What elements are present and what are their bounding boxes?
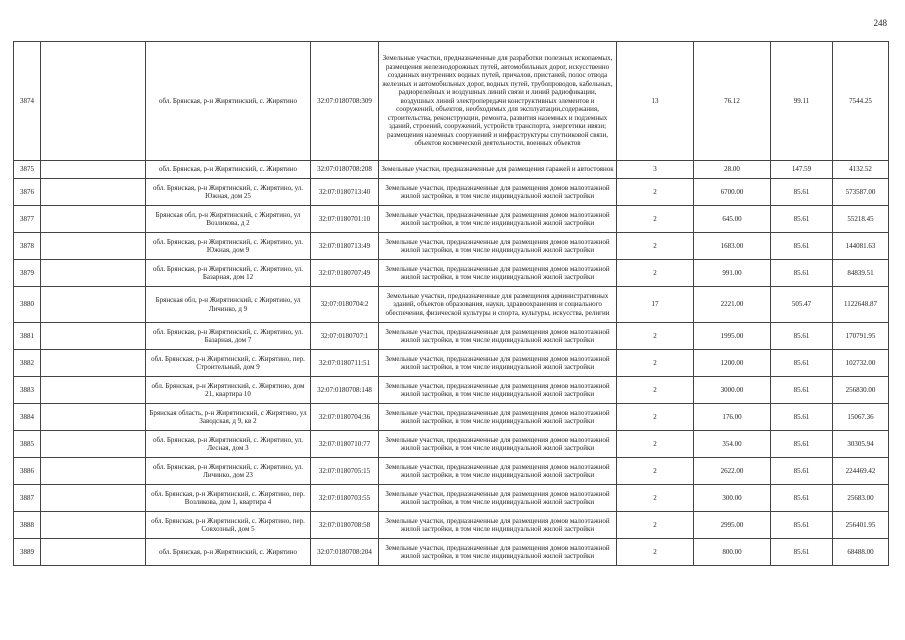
category-code-cell: 2 — [617, 233, 694, 260]
category-code-cell: 17 — [617, 287, 694, 323]
specific-value-cell: 505.47 — [771, 287, 833, 323]
specific-value-cell: 147.59 — [771, 161, 833, 179]
cadastral-value-cell: 102732.00 — [833, 350, 889, 377]
cadastral-value-cell: 7544.25 — [833, 42, 889, 161]
category-code-cell: 2 — [617, 179, 694, 206]
specific-value-cell: 85.61 — [771, 206, 833, 233]
table-row — [14, 287, 889, 323]
cadastral-number-cell: 32:07:0180707:1 — [311, 323, 379, 350]
row-number-cell: 3875 — [14, 161, 41, 179]
land-use-cell: Земельные участки, предназначенные для размещения домов малоэтажной жилой застройки, в том числе индивидуальной жилой застройки — [379, 458, 617, 485]
area-cell: 1683.00 — [694, 233, 771, 260]
land-use-cell: Земельные участки, предназначенные для размещения домов малоэтажной жилой застройки, в том числе индивидуальной жилой застройки — [379, 404, 617, 431]
address-cell: обл. Брянская, р-н Жирятинский, с. Жирятино — [146, 42, 311, 161]
specific-value-cell: 85.61 — [771, 458, 833, 485]
table-row — [14, 179, 889, 206]
row-number-cell: 3878 — [14, 233, 41, 260]
specific-value-cell: 85.61 — [771, 512, 833, 539]
specific-value-cell: 85.61 — [771, 233, 833, 260]
empty-cell — [41, 42, 146, 161]
row-number-cell: 3879 — [14, 260, 41, 287]
row-number-cell: 3888 — [14, 512, 41, 539]
area-cell: 800.00 — [694, 539, 771, 566]
address-cell: обл. Брянская, р-н Жирятинский, с. Жирятино, ул. Базарная, дом 7 — [146, 323, 311, 350]
table-row — [14, 485, 889, 512]
row-number-cell: 3886 — [14, 458, 41, 485]
cadastral-value-cell: 256401.95 — [833, 512, 889, 539]
land-use-cell: Земельные участки, предназначенные для размещения домов малоэтажной жилой застройки, в том числе индивидуальной жилой застройки — [379, 323, 617, 350]
land-use-cell: Земельные участки, предназначенные для размещения домов малоэтажной жилой застройки, в том числе индивидуальной жилой застройки — [379, 350, 617, 377]
area-cell: 176.00 — [694, 404, 771, 431]
land-use-cell: Земельные участки, предназначенные для размещения домов малоэтажной жилой застройки, в том числе индивидуальной жилой застройки — [379, 431, 617, 458]
row-number-cell: 3880 — [14, 287, 41, 323]
area-cell: 1995.00 — [694, 323, 771, 350]
area-cell: 354.00 — [694, 431, 771, 458]
area-cell: 645.00 — [694, 206, 771, 233]
address-cell: обл. Брянская, р-н Жирятинский, с. Жирятино, пер. Совхозный, дом 5 — [146, 512, 311, 539]
area-cell: 2221.00 — [694, 287, 771, 323]
category-code-cell: 13 — [617, 42, 694, 161]
table-row — [14, 431, 889, 458]
address-cell: Брянская обл, р-н Жирятинский, с Жирятино, ул Личинко, д 9 — [146, 287, 311, 323]
specific-value-cell: 99.11 — [771, 42, 833, 161]
table-row — [14, 233, 889, 260]
category-code-cell: 3 — [617, 161, 694, 179]
cadastral-number-cell: 32:07:0180708:58 — [311, 512, 379, 539]
cadastral-value-cell: 25683.00 — [833, 485, 889, 512]
category-code-cell: 2 — [617, 206, 694, 233]
table-row — [14, 42, 889, 161]
specific-value-cell: 85.61 — [771, 179, 833, 206]
empty-cell — [41, 233, 146, 260]
empty-cell — [41, 287, 146, 323]
empty-cell — [41, 485, 146, 512]
land-use-cell: Земельные участки, предназначенные для размещения домов малоэтажной жилой застройки, в том числе индивидуальной жилой застройки — [379, 539, 617, 566]
row-number-cell: 3876 — [14, 179, 41, 206]
table-body — [14, 42, 889, 566]
table-row — [14, 539, 889, 566]
cadastral-number-cell: 32:07:0180708:148 — [311, 377, 379, 404]
category-code-cell: 2 — [617, 458, 694, 485]
land-use-cell: Земельные участки, предназначенные для размещения домов малоэтажной жилой застройки, в том числе индивидуальной жилой застройки — [379, 179, 617, 206]
cadastral-value-cell: 55218.45 — [833, 206, 889, 233]
category-code-cell: 2 — [617, 539, 694, 566]
area-cell: 76.12 — [694, 42, 771, 161]
row-number-cell: 3889 — [14, 539, 41, 566]
land-use-cell: Земельные участки, предназначенные для разработки полезных ископаемых, размещения железнодорожных путей, автомобильных дорог, искусственно созданных внутренних водных путей, причалов, пристаней, полос отвода железных и автомобильных дорог, водных путей, трубопроводов, кабельных, радиорелейных и воздушных линий связи и линий радиофикации, воздушных линий электропередачи конструктивных элементов и сооружений, объектов, необходимых для эксплуатации,содержания, строительства, реконструкции, ремонта, развития наземных и подземных зданий, строений, сооружений, устройств транспорта, энергетики ивязи; размещения наземных сооружений и инфраструктуры спутниковой связи, объектов космической деятельности, военных объектов — [379, 42, 617, 161]
table-row — [14, 206, 889, 233]
empty-cell — [41, 260, 146, 287]
address-cell: обл. Брянская, р-н Жирятинский, с. Жирятино — [146, 539, 311, 566]
row-number-cell: 3874 — [14, 42, 41, 161]
table-row — [14, 512, 889, 539]
row-number-cell: 3882 — [14, 350, 41, 377]
specific-value-cell: 85.61 — [771, 431, 833, 458]
table-row — [14, 260, 889, 287]
cadastral-value-cell: 15067.36 — [833, 404, 889, 431]
cadastral-number-cell: 32:07:0180705:15 — [311, 458, 379, 485]
specific-value-cell: 85.61 — [771, 539, 833, 566]
empty-cell — [41, 323, 146, 350]
cadastral-number-cell: 32:07:0180707:49 — [311, 260, 379, 287]
category-code-cell: 2 — [617, 350, 694, 377]
address-cell: обл. Брянская, р-н Жирятинский, с. Жирятино — [146, 161, 311, 179]
cadastral-number-cell: 32:07:0180708:204 — [311, 539, 379, 566]
address-cell: обл. Брянская, р-н Жирятинский, с. Жирятино, ул. Южная, дом 25 — [146, 179, 311, 206]
cadastral-value-cell: 144081.63 — [833, 233, 889, 260]
cadastral-value-cell: 30305.94 — [833, 431, 889, 458]
cadastral-number-cell: 32:07:0180708:309 — [311, 42, 379, 161]
area-cell: 6700.00 — [694, 179, 771, 206]
category-code-cell: 2 — [617, 512, 694, 539]
category-code-cell: 2 — [617, 431, 694, 458]
area-cell: 1200.00 — [694, 350, 771, 377]
land-use-cell: Земельные участки, предназначенные для размещения домов малоэтажной жилой застройки, в том числе индивидуальной жилой застройки — [379, 206, 617, 233]
specific-value-cell: 85.61 — [771, 350, 833, 377]
specific-value-cell: 85.61 — [771, 377, 833, 404]
cadastral-number-cell: 32:07:0180713:40 — [311, 179, 379, 206]
category-code-cell: 2 — [617, 485, 694, 512]
cadastral-value-cell: 224469.42 — [833, 458, 889, 485]
area-cell: 28.00 — [694, 161, 771, 179]
table-row — [14, 161, 889, 179]
area-cell: 2995.00 — [694, 512, 771, 539]
address-cell: обл. Брянская, р-н Жирятинский, с. Жирятино, пер. Возликова, дом 1, квартира 4 — [146, 485, 311, 512]
land-use-cell: Земельные участки, предназначенные для размещения административных зданий, объектов образования, науки, здравоохранения и социального обеспечения, физической культуры и спорта, культуры, искусства, религии — [379, 287, 617, 323]
empty-cell — [41, 404, 146, 431]
specific-value-cell: 85.61 — [771, 485, 833, 512]
empty-cell — [41, 179, 146, 206]
cadastral-value-cell: 170791.95 — [833, 323, 889, 350]
cadastral-value-cell: 84839.51 — [833, 260, 889, 287]
cadastral-value-cell: 1122648.87 — [833, 287, 889, 323]
row-number-cell: 3881 — [14, 323, 41, 350]
category-code-cell: 2 — [617, 323, 694, 350]
address-cell: Брянская область, р-н Жирятинский, с Жирятино, ул Заводская, д 9, кв 2 — [146, 404, 311, 431]
address-cell: обл. Брянская, р-н Жирятинский, с. Жирятино, ул. Южная, дом 9 — [146, 233, 311, 260]
cadastral-number-cell: 32:07:0180710:77 — [311, 431, 379, 458]
table-row — [14, 323, 889, 350]
cadastral-number-cell: 32:07:0180711:51 — [311, 350, 379, 377]
cadastral-value-cell: 68488.00 — [833, 539, 889, 566]
row-number-cell: 3877 — [14, 206, 41, 233]
category-code-cell: 2 — [617, 377, 694, 404]
cadastral-value-cell: 573587.00 — [833, 179, 889, 206]
cadastral-number-cell: 32:07:0180704:36 — [311, 404, 379, 431]
cadastral-number-cell: 32:07:0180703:55 — [311, 485, 379, 512]
table-row — [14, 350, 889, 377]
address-cell: обл. Брянская, р-н Жирятинский, с. Жирятино, пер. Строительный, дом 9 — [146, 350, 311, 377]
specific-value-cell: 85.61 — [771, 260, 833, 287]
area-cell: 3000.00 — [694, 377, 771, 404]
row-number-cell: 3887 — [14, 485, 41, 512]
cadastral-number-cell: 32:07:0180701:10 — [311, 206, 379, 233]
category-code-cell: 2 — [617, 260, 694, 287]
empty-cell — [41, 377, 146, 404]
empty-cell — [41, 431, 146, 458]
cadastral-value-cell: 4132.52 — [833, 161, 889, 179]
specific-value-cell: 85.61 — [771, 404, 833, 431]
address-cell: Брянская обл, р-н Жирятинский, с Жирятино, ул Возликова, д 2 — [146, 206, 311, 233]
area-cell: 2622.00 — [694, 458, 771, 485]
table-row — [14, 404, 889, 431]
specific-value-cell: 85.61 — [771, 323, 833, 350]
row-number-cell: 3884 — [14, 404, 41, 431]
cadastral-number-cell: 32:07:0180713:49 — [311, 233, 379, 260]
table-row — [14, 377, 889, 404]
cadastral-number-cell: 32:07:0180704:2 — [311, 287, 379, 323]
row-number-cell: 3885 — [14, 431, 41, 458]
row-number-cell: 3883 — [14, 377, 41, 404]
address-cell: обл. Брянская, р-н Жирятинский, с. Жирятино, дом 21, квартира 10 — [146, 377, 311, 404]
land-registry-table — [13, 41, 889, 566]
empty-cell — [41, 161, 146, 179]
area-cell: 991.00 — [694, 260, 771, 287]
land-use-cell: Земельные участки, предназначенные для размещения домов малоэтажной жилой застройки, в том числе индивидуальной жилой застройки — [379, 260, 617, 287]
land-use-cell: Земельные участки, предназначенные для размещения домов малоэтажной жилой застройки, в том числе индивидуальной жилой застройки — [379, 485, 617, 512]
cadastral-number-cell: 32:07:0180708:208 — [311, 161, 379, 179]
empty-cell — [41, 539, 146, 566]
empty-cell — [41, 206, 146, 233]
address-cell: обл. Брянская, р-н Жирятинский, с. Жирятино, ул. Личинко, дом 23 — [146, 458, 311, 485]
empty-cell — [41, 458, 146, 485]
land-use-cell: Земельные участки, предназначенные для размещения домов малоэтажной жилой застройки, в том числе индивидуальной жилой застройки — [379, 512, 617, 539]
land-use-cell: Земельные участки, предназначенные для размещения домов малоэтажной жилой застройки, в том числе индивидуальной жилой застройки — [379, 377, 617, 404]
address-cell: обл. Брянская, р-н Жирятинский, с. Жирятино, ул. Лесная, дом 3 — [146, 431, 311, 458]
address-cell: обл. Брянская, р-н Жирятинский, с. Жирятино, ул. Базарная, дом 12 — [146, 260, 311, 287]
land-use-cell: Земельные участки, предназначенные для размещения гаражей и автостоянок — [379, 161, 617, 179]
page-number: 248 — [873, 18, 887, 28]
table-row — [14, 458, 889, 485]
category-code-cell: 2 — [617, 404, 694, 431]
empty-cell — [41, 512, 146, 539]
cadastral-value-cell: 256830.00 — [833, 377, 889, 404]
area-cell: 300.00 — [694, 485, 771, 512]
land-use-cell: Земельные участки, предназначенные для размещения домов малоэтажной жилой застройки, в том числе индивидуальной жилой застройки — [379, 233, 617, 260]
empty-cell — [41, 350, 146, 377]
